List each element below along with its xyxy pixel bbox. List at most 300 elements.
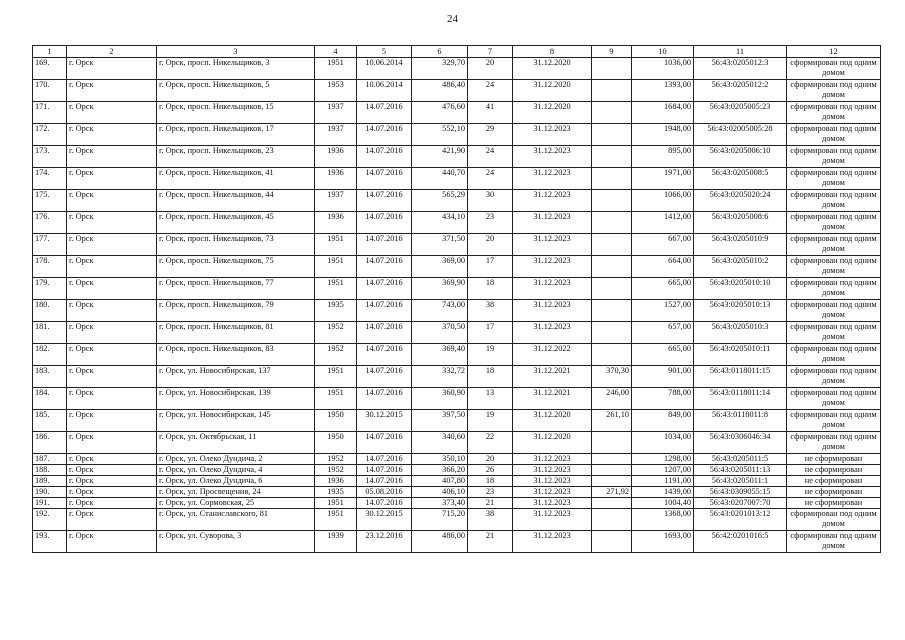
year-cell: 1951 [315,278,357,300]
row-number: 174. [33,168,67,190]
col-header: 6 [412,46,468,58]
status-cell: не сформирован [787,454,881,465]
city-cell: г. Орск [67,498,157,509]
address-cell: г. Орск, ул. Новосибирская, 145 [157,410,315,432]
year-cell: 1936 [315,146,357,168]
area-cell: 366,20 [412,465,468,476]
count-cell: 13 [468,388,513,410]
date-cell: 14.07.2016 [357,256,412,278]
count-cell: 23 [468,212,513,234]
status-cell: не сформирован [787,487,881,498]
cadastral-cell: 56:42:0201016:5 [694,531,787,553]
address-cell: г. Орск, ул. Октябрьская, 11 [157,432,315,454]
col-header: 12 [787,46,881,58]
status-cell: не сформирован [787,465,881,476]
deadline-cell: 31.12.2023 [513,278,592,300]
cadastral-cell: 56:43:0205011:1 [694,476,787,487]
city-cell: г. Орск [67,102,157,124]
row-number: 182. [33,344,67,366]
value-cell: 1684,00 [632,102,694,124]
row-number: 175. [33,190,67,212]
area-cell: 350,10 [412,454,468,465]
count-cell: 17 [468,256,513,278]
year-cell: 1953 [315,80,357,102]
table-row [33,344,881,366]
area-cell: 421,90 [412,146,468,168]
value-cell [592,80,632,102]
row-number: 192. [33,509,67,531]
address-cell: г. Орск, ул. Суворова, 3 [157,531,315,553]
year-cell: 1952 [315,465,357,476]
count-cell: 26 [468,465,513,476]
row-number: 171. [33,102,67,124]
count-cell: 24 [468,168,513,190]
value-cell: 1368,00 [632,509,694,531]
col-header: 1 [33,46,67,58]
count-cell: 21 [468,498,513,509]
cadastral-cell: 56:43:0118011:8 [694,410,787,432]
cadastral-cell: 56:43:0205011:5 [694,454,787,465]
date-cell: 30.12.2015 [357,509,412,531]
address-cell: г. Орск, ул. Олеко Дундича, 2 [157,454,315,465]
value-cell [592,168,632,190]
cadastral-cell: 56:43:0205010:10 [694,278,787,300]
status-cell: сформирован под одним домом [787,432,881,454]
date-cell: 14.07.2016 [357,476,412,487]
area-cell: 340,60 [412,432,468,454]
address-cell: г. Орск, просп. Никельщиков, 79 [157,300,315,322]
value-cell [592,124,632,146]
deadline-cell: 31.12.2023 [513,454,592,465]
value-cell: 1527,00 [632,300,694,322]
area-cell: 369,40 [412,344,468,366]
address-cell: г. Орск, просп. Никельщиков, 15 [157,102,315,124]
status-cell: сформирован под одним домом [787,212,881,234]
value-cell: 849,00 [632,410,694,432]
address-cell: г. Орск, просп. Никельщиков, 73 [157,234,315,256]
col-header: 9 [592,46,632,58]
table-row [33,454,881,465]
table-row [33,509,881,531]
row-number: 180. [33,300,67,322]
date-cell: 14.07.2016 [357,432,412,454]
table-row [33,366,881,388]
year-cell: 1935 [315,300,357,322]
value-cell [592,102,632,124]
value-cell [592,278,632,300]
count-cell: 22 [468,432,513,454]
deadline-cell: 31.12.2023 [513,146,592,168]
count-cell: 21 [468,531,513,553]
table-row [33,80,881,102]
status-cell: не сформирован [787,498,881,509]
city-cell: г. Орск [67,344,157,366]
value-cell: 665,00 [632,278,694,300]
count-cell: 24 [468,146,513,168]
cadastral-cell: 56:43:0205012:2 [694,80,787,102]
city-cell: г. Орск [67,476,157,487]
cadastral-cell: 56:43:0205020:24 [694,190,787,212]
address-cell: г. Орск, просп. Никельщиков, 77 [157,278,315,300]
value-cell: 1298,00 [632,454,694,465]
city-cell: г. Орск [67,124,157,146]
row-number: 183. [33,366,67,388]
address-cell: г. Орск, ул. Станиславского, 81 [157,509,315,531]
year-cell: 1936 [315,476,357,487]
city-cell: г. Орск [67,509,157,531]
year-cell: 1935 [315,487,357,498]
value-cell [592,509,632,531]
value-cell [592,322,632,344]
col-header: 10 [632,46,694,58]
date-cell: 10.06.2014 [357,58,412,80]
row-number: 176. [33,212,67,234]
table-row [33,256,881,278]
value-cell [592,476,632,487]
city-cell: г. Орск [67,300,157,322]
table-row [33,124,881,146]
table-row [33,531,881,553]
table-row [33,58,881,80]
date-cell: 05.08.2016 [357,487,412,498]
city-cell: г. Орск [67,487,157,498]
col-header: 7 [468,46,513,58]
count-cell: 20 [468,234,513,256]
status-cell: сформирован под одним домом [787,80,881,102]
city-cell: г. Орск [67,388,157,410]
cadastral-cell: 56:43:0205008:5 [694,168,787,190]
row-number: 187. [33,454,67,465]
cadastral-cell: 56:43:0205010:9 [694,234,787,256]
value-cell: 657,00 [632,322,694,344]
area-cell: 406,10 [412,487,468,498]
deadline-cell: 31.12.2023 [513,487,592,498]
deadline-cell: 31.12.2020 [513,432,592,454]
year-cell: 1936 [315,212,357,234]
city-cell: г. Орск [67,322,157,344]
deadline-cell: 31.12.2023 [513,509,592,531]
table-row [33,388,881,410]
row-number: 172. [33,124,67,146]
row-number: 169. [33,58,67,80]
city-cell: г. Орск [67,432,157,454]
value-cell: 895,00 [632,146,694,168]
date-cell: 23.12.2016 [357,531,412,553]
status-cell: сформирован под одним домом [787,322,881,344]
city-cell: г. Орск [67,190,157,212]
table-row [33,498,881,509]
date-cell: 14.07.2016 [357,124,412,146]
status-cell: сформирован под одним домом [787,102,881,124]
row-number: 193. [33,531,67,553]
col-header: 3 [157,46,315,58]
table-row [33,146,881,168]
cadastral-cell: 56:43:0201013:12 [694,509,787,531]
status-cell: сформирован под одним домом [787,256,881,278]
area-cell: 397,50 [412,410,468,432]
cadastral-cell: 56:43:0205010:11 [694,344,787,366]
value-cell: 1066,00 [632,190,694,212]
row-number: 170. [33,80,67,102]
table-row [33,322,881,344]
table-row [33,168,881,190]
value-cell: 1191,00 [632,476,694,487]
date-cell: 14.07.2016 [357,168,412,190]
date-cell: 14.07.2016 [357,344,412,366]
year-cell: 1951 [315,388,357,410]
table-row [33,410,881,432]
city-cell: г. Орск [67,454,157,465]
value-cell: 1034,00 [632,432,694,454]
date-cell: 14.07.2016 [357,234,412,256]
col-header: 4 [315,46,357,58]
area-cell: 743,00 [412,300,468,322]
year-cell: 1936 [315,168,357,190]
row-number: 173. [33,146,67,168]
status-cell: сформирован под одним домом [787,190,881,212]
value-cell: 1393,00 [632,80,694,102]
area-cell: 407,80 [412,476,468,487]
value-cell [592,58,632,80]
deadline-cell: 31.12.2020 [513,102,592,124]
area-cell: 476,60 [412,102,468,124]
city-cell: г. Орск [67,80,157,102]
status-cell: сформирован под одним домом [787,124,881,146]
cadastral-cell: 56:43:0207007:70 [694,498,787,509]
year-cell: 1951 [315,256,357,278]
address-cell: г. Орск, просп. Никельщиков, 41 [157,168,315,190]
value-cell [592,256,632,278]
address-cell: г. Орск, просп. Никельщиков, 17 [157,124,315,146]
city-cell: г. Орск [67,58,157,80]
value-cell: 667,00 [632,234,694,256]
header-row [33,46,881,58]
cadastral-cell: 56:43:0306046:34 [694,432,787,454]
cadastral-cell: 56:43:0205005:23 [694,102,787,124]
page-number: 24 [447,13,458,25]
date-cell: 14.07.2016 [357,278,412,300]
date-cell: 14.07.2016 [357,190,412,212]
deadline-cell: 31.12.2023 [513,124,592,146]
year-cell: 1951 [315,366,357,388]
value-cell: 664,00 [632,256,694,278]
city-cell: г. Орск [67,366,157,388]
row-number: 191. [33,498,67,509]
area-cell: 486,40 [412,80,468,102]
status-cell: сформирован под одним домом [787,388,881,410]
date-cell: 14.07.2016 [357,498,412,509]
row-number: 177. [33,234,67,256]
row-number: 190. [33,487,67,498]
table-row [33,487,881,498]
year-cell: 1952 [315,344,357,366]
count-cell: 24 [468,80,513,102]
deadline-cell: 31.12.2023 [513,498,592,509]
city-cell: г. Орск [67,168,157,190]
value-cell: 370,30 [592,366,632,388]
area-cell: 565,29 [412,190,468,212]
date-cell: 14.07.2016 [357,212,412,234]
deadline-cell: 31.12.2023 [513,212,592,234]
area-cell: 369,00 [412,256,468,278]
area-cell: 371,50 [412,234,468,256]
year-cell: 1950 [315,410,357,432]
status-cell: сформирован под одним домом [787,366,881,388]
status-cell: сформирован под одним домом [787,344,881,366]
deadline-cell: 31.12.2023 [513,300,592,322]
deadline-cell: 31.12.2023 [513,476,592,487]
area-cell: 715,20 [412,509,468,531]
cadastral-cell: 56:43:0205010:13 [694,300,787,322]
status-cell: сформирован под одним домом [787,168,881,190]
cadastral-cell: 56:43:0118011:14 [694,388,787,410]
date-cell: 14.07.2016 [357,388,412,410]
row-number: 178. [33,256,67,278]
year-cell: 1937 [315,190,357,212]
row-number: 189. [33,476,67,487]
row-number: 186. [33,432,67,454]
value-cell [592,212,632,234]
value-cell [592,454,632,465]
col-header: 11 [694,46,787,58]
count-cell: 18 [468,476,513,487]
date-cell: 30.12.2015 [357,410,412,432]
cadastral-cell: 56:43:0205010:3 [694,322,787,344]
status-cell: не сформирован [787,476,881,487]
city-cell: г. Орск [67,234,157,256]
table-body [33,58,881,553]
table-row [33,300,881,322]
address-cell: г. Орск, ул. Новосибирская, 139 [157,388,315,410]
date-cell: 14.07.2016 [357,465,412,476]
city-cell: г. Орск [67,531,157,553]
deadline-cell: 31.12.2020 [513,80,592,102]
row-number: 184. [33,388,67,410]
deadline-cell: 31.12.2020 [513,58,592,80]
row-number: 179. [33,278,67,300]
deadline-cell: 31.12.2023 [513,322,592,344]
area-cell: 373,40 [412,498,468,509]
count-cell: 18 [468,278,513,300]
year-cell: 1939 [315,531,357,553]
address-cell: г. Орск, просп. Никельщиков, 81 [157,322,315,344]
address-cell: г. Орск, ул. Сормовская, 25 [157,498,315,509]
deadline-cell: 31.12.2023 [513,465,592,476]
address-cell: г. Орск, ул. Просвещения, 24 [157,487,315,498]
city-cell: г. Орск [67,278,157,300]
value-cell: 1971,00 [632,168,694,190]
value-cell: 1412,00 [632,212,694,234]
value-cell [592,146,632,168]
table-row [33,432,881,454]
date-cell: 14.07.2016 [357,366,412,388]
count-cell: 19 [468,410,513,432]
value-cell: 271,92 [592,487,632,498]
value-cell: 261,10 [592,410,632,432]
count-cell: 23 [468,487,513,498]
address-cell: г. Орск, просп. Никельщиков, 75 [157,256,315,278]
address-cell: г. Орск, ул. Олеко Дундича, 6 [157,476,315,487]
area-cell: 434,10 [412,212,468,234]
cadastral-cell: 56:43:0205010:2 [694,256,787,278]
year-cell: 1951 [315,498,357,509]
table-row [33,190,881,212]
count-cell: 19 [468,344,513,366]
status-cell: сформирован под одним домом [787,58,881,80]
area-cell: 360,90 [412,388,468,410]
area-cell: 486,00 [412,531,468,553]
row-number: 181. [33,322,67,344]
value-cell: 901,00 [632,366,694,388]
count-cell: 38 [468,300,513,322]
address-cell: г. Орск, просп. Никельщиков, 5 [157,80,315,102]
value-cell [592,344,632,366]
count-cell: 29 [468,124,513,146]
year-cell: 1952 [315,322,357,344]
row-number: 188. [33,465,67,476]
address-cell: г. Орск, просп. Никельщиков, 45 [157,212,315,234]
table-row [33,234,881,256]
value-cell: 1036,00 [632,58,694,80]
cadastral-cell: 56:43:0205008:6 [694,212,787,234]
city-cell: г. Орск [67,410,157,432]
count-cell: 41 [468,102,513,124]
table-row [33,476,881,487]
cadastral-cell: 56:43:0309055:15 [694,487,787,498]
date-cell: 14.07.2016 [357,454,412,465]
deadline-cell: 31.12.2023 [513,256,592,278]
year-cell: 1951 [315,234,357,256]
area-cell: 552,10 [412,124,468,146]
year-cell: 1952 [315,454,357,465]
col-header: 5 [357,46,412,58]
date-cell: 10.06.2014 [357,80,412,102]
cadastral-cell: 56:43:0205012:3 [694,58,787,80]
date-cell: 14.07.2016 [357,102,412,124]
city-cell: г. Орск [67,465,157,476]
deadline-cell: 31.12.2021 [513,388,592,410]
table-row [33,465,881,476]
count-cell: 20 [468,58,513,80]
value-cell: 1439,00 [632,487,694,498]
address-cell: г. Орск, просп. Никельщиков, 83 [157,344,315,366]
value-cell [592,190,632,212]
value-cell: 788,00 [632,388,694,410]
area-cell: 370,50 [412,322,468,344]
deadline-cell: 31.12.2023 [513,531,592,553]
value-cell: 1948,00 [632,124,694,146]
count-cell: 18 [468,366,513,388]
registry-table [32,45,881,553]
table-row [33,102,881,124]
cadastral-cell: 56:43:0205011:13 [694,465,787,476]
count-cell: 30 [468,190,513,212]
status-cell: сформирован под одним домом [787,531,881,553]
value-cell: 665,00 [632,344,694,366]
value-cell: 1004,40 [632,498,694,509]
date-cell: 14.07.2016 [357,322,412,344]
cadastral-cell: 56:43:02005005:28 [694,124,787,146]
address-cell: г. Орск, ул. Новосибирская, 137 [157,366,315,388]
value-cell: 246,00 [592,388,632,410]
count-cell: 17 [468,322,513,344]
city-cell: г. Орск [67,146,157,168]
year-cell: 1951 [315,58,357,80]
deadline-cell: 31.12.2023 [513,168,592,190]
deadline-cell: 31.12.2021 [513,366,592,388]
status-cell: сформирован под одним домом [787,146,881,168]
col-header: 8 [513,46,592,58]
